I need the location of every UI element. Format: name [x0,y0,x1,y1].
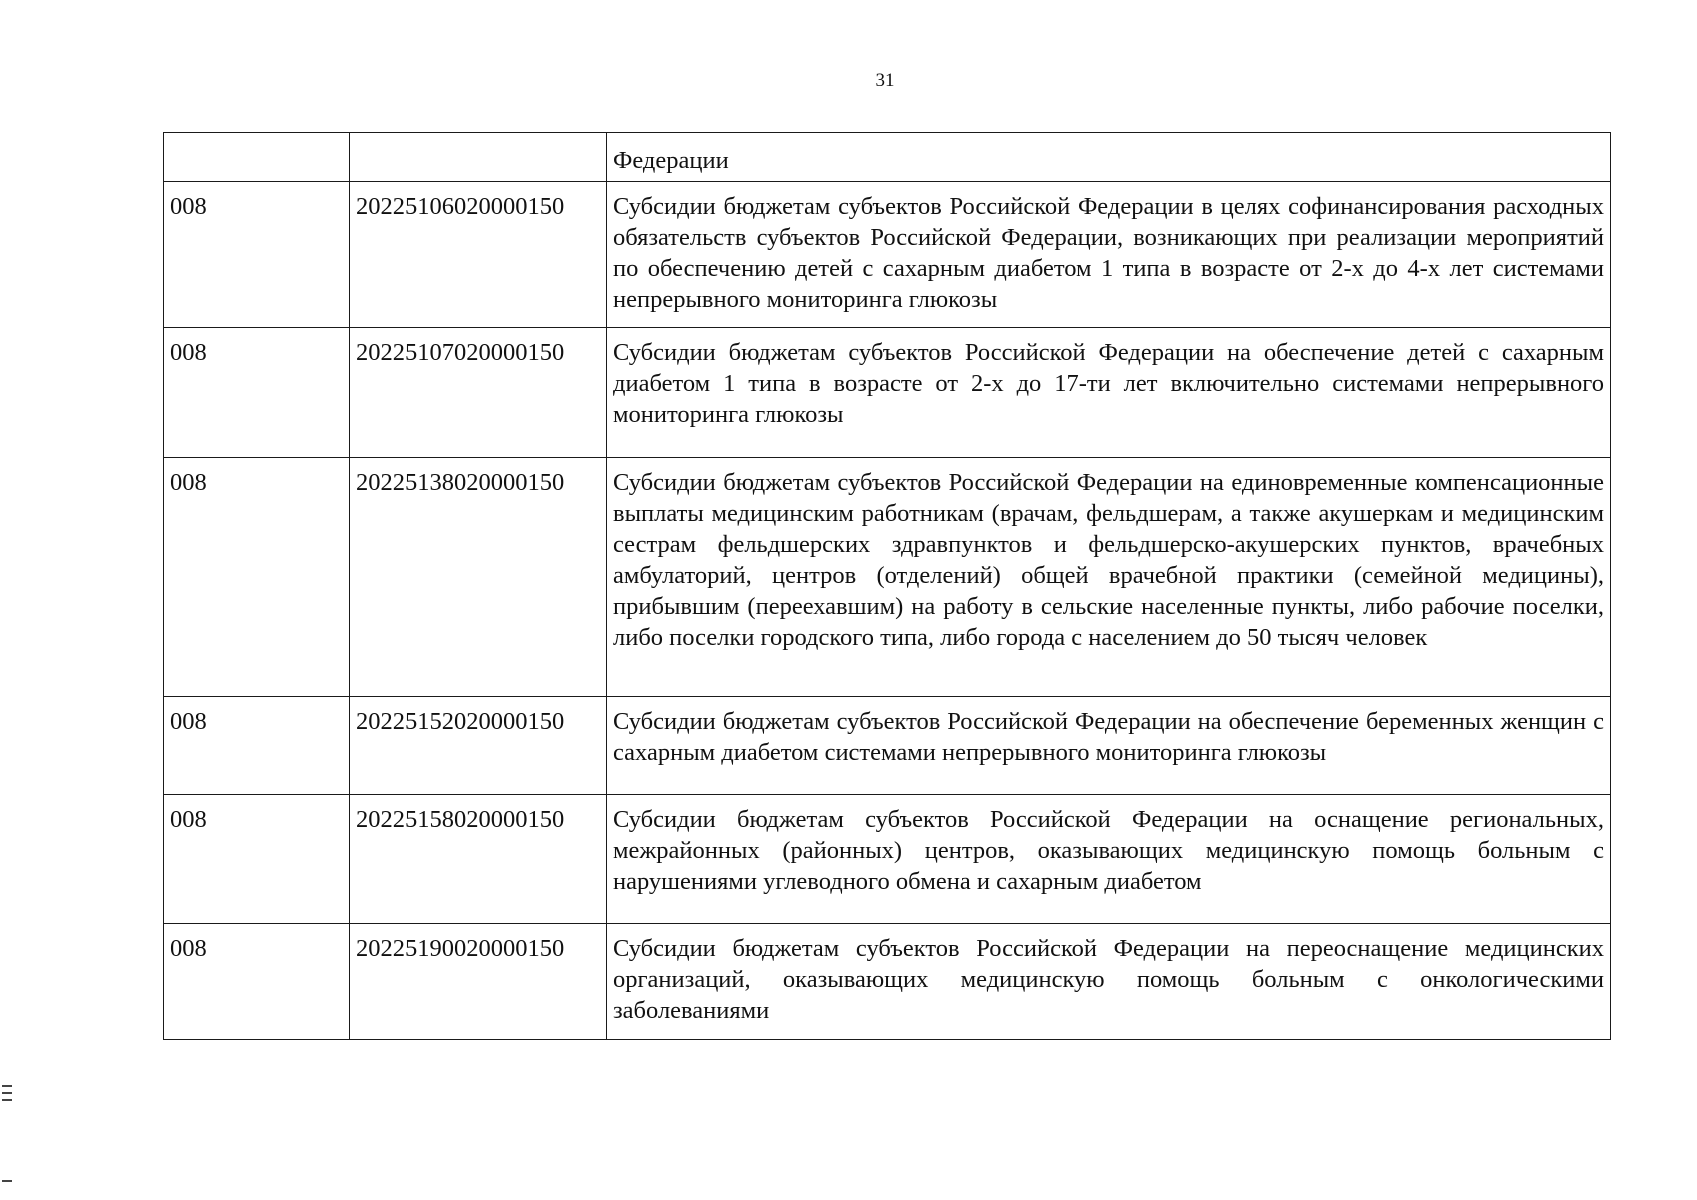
scan-artifact-mark [2,1085,12,1087]
table-row [164,182,1611,328]
scan-artifact-mark [2,1180,12,1182]
scan-artifact-mark [2,1092,12,1094]
table-row [164,697,1611,795]
admin-code-cell: 008 [164,924,350,1040]
table-row-continuation [164,133,1611,182]
budget-code-cell: 20225158020000150 [350,795,607,924]
table-row [164,458,1611,697]
income-name-cell: Субсидии бюджетам субъектов Российской Федерации на переоснащение медицинских организаций, оказывающих медицинскую помощь больным с онкологическими заболеваниями [607,924,1611,1040]
income-name-cell: Субсидии бюджетам субъектов Российской Федерации на обеспечение детей с сахарным диабетом 1 типа в возрасте от 2-х до 17-ти лет включительно системами непрерывного мониторинга глюкозы [607,328,1611,458]
budget-codes-table [163,132,1611,1040]
admin-code-cell: 008 [164,697,350,795]
budget-code-cell: 20225107020000150 [350,328,607,458]
page-number: 31 [875,70,895,91]
income-name-cell: Федерации [607,133,1611,182]
income-name-cell: Субсидии бюджетам субъектов Российской Федерации на единовременные компенсационные выплаты медицинским работникам (врачам, фельдшерам, а также акушеркам и медицинским сестрам фельдшерских здравпунктов и фельдшерско-акушерских пунктов, врачебных амбулаторий, центров (отделений) общей врачебной практики (семейной медицины), прибывшим (переехавшим) на работу в сельские населенные пункты, либо рабочие поселки, либо поселки городского типа, либо города с населением до 50 тысяч человек [607,458,1611,697]
admin-code-cell [164,133,350,182]
income-name-cell: Субсидии бюджетам субъектов Российской Федерации в целях софинансирования расходных обязательств субъектов Российской Федерации, возникающих при реализации мероприятий по обеспечению детей с сахарным диабетом 1 типа в возрасте от 2-х до 4-х лет системами непрерывного мониторинга глюкозы [607,182,1611,328]
budget-code-cell: 20225138020000150 [350,458,607,697]
income-name-cell: Субсидии бюджетам субъектов Российской Федерации на оснащение региональных, межрайонных (районных) центров, оказывающих медицинскую помощь больным с нарушениями углеводного обмена и сахарным диабетом [607,795,1611,924]
budget-code-cell [350,133,607,182]
admin-code-cell: 008 [164,328,350,458]
budget-code-cell: 20225152020000150 [350,697,607,795]
budget-code-cell: 20225190020000150 [350,924,607,1040]
admin-code-cell: 008 [164,795,350,924]
admin-code-cell: 008 [164,182,350,328]
admin-code-cell: 008 [164,458,350,697]
income-name-cell: Субсидии бюджетам субъектов Российской Федерации на обеспечение беременных женщин с сахарным диабетом системами непрерывного мониторинга глюкозы [607,697,1611,795]
table-row [164,795,1611,924]
table-row [164,924,1611,1040]
budget-code-cell: 20225106020000150 [350,182,607,328]
scan-artifact-mark [2,1099,12,1101]
table-row [164,328,1611,458]
